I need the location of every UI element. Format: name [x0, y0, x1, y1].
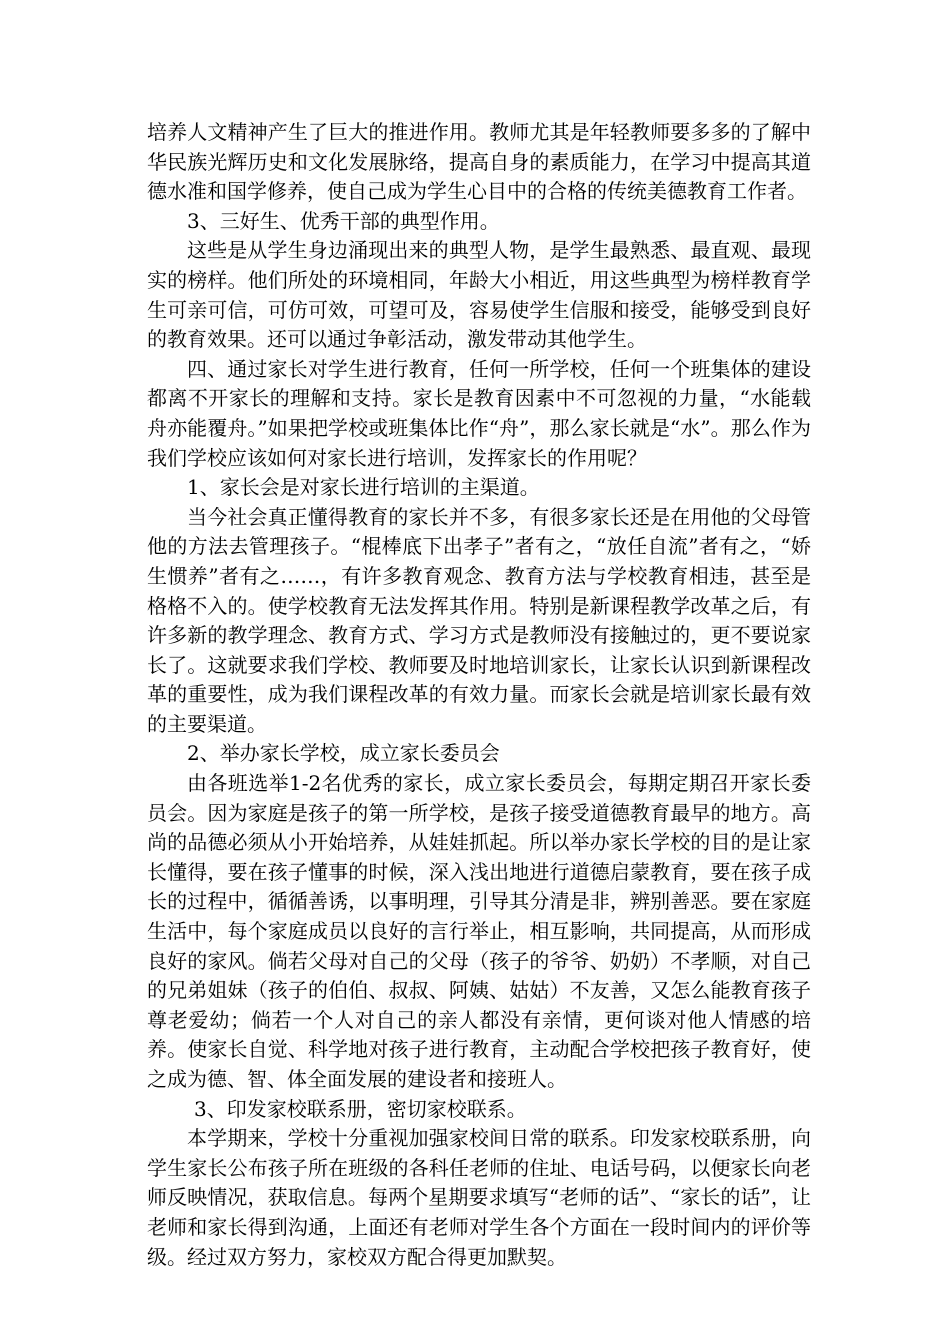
heading-contact-book: 3、印发家校联系册，密切家校联系。	[194, 1096, 527, 1121]
heading-parent-meeting: 1、家长会是对家长进行培训的主渠道。	[187, 475, 540, 500]
section-four-parents: 四、通过家长对学生进行教育，任何一所学校，任何一个班集体的建设都离不开家长的理解和支持。家长是教育因素中不可忽视的力量，“水能载舟亦能覆舟。”如果把学校或班集体比作“舟”，那么家长就是“水”。那么作为我们学校应该如何对家长进行培训，发挥家长的作用呢？	[147, 356, 811, 470]
heading-parent-school: 2、举办家长学校，成立家长委员会	[187, 741, 500, 766]
paragraph-parent-school: 由各班选举1-2名优秀的家长，成立家长委员会，每期定期召开家长委员会。因为家庭是孩子的第一所学校，是孩子接受道德教育最早的地方。高尚的品德必须从小开始培养，从娃娃抓起。所以举办家长学校的目的是让家长懂得，要在孩子懂事的时候，深入浅出地进行道德启蒙教育，要在孩子成长的过程中，循循善诱，以事明理，引导其分清是非，辨别善恶。要在家庭生活中，每个家庭成员以良好的言行举止，相互影响，共同提高，从而形成良好的家风。倘若父母对自己的父母（孩子的爷爷、奶奶）不孝顺，对自己的兄弟姐妹（孩子的伯伯、叔叔、阿姨、姑姑）不友善，又怎么能教育孩子尊老爱幼；倘若一个人对自己的亲人都没有亲情，更何谈对他人情感的培养。使家长自觉、科学地对孩子进行教育，主动配合学校把孩子教育好，使之成为德、智、体全面发展的建设者和接班人。	[147, 771, 811, 1091]
paragraph-parent-meeting: 当今社会真正懂得教育的家长并不多，有很多家长还是在用他的父母管他的方法去管理孩子。“棍棒底下出孝子”者有之，“放任自流”者有之，“娇生惯养”者有之……，有许多教育观念、教育方法与学校教育相违，甚至是格格不入的。使学校教育无法发挥其作用。特别是新课程教学改革之后，有许多新的教学理念、教育方式、学习方式是教师没有接触过的，更不要说家长了。这就要求我们学校、教师要及时地培训家长，让家长认识到新课程改革的重要性，成为我们课程改革的有效力量。而家长会就是培训家长最有效的主要渠道。	[147, 504, 811, 736]
paragraph-contact-book: 本学期来，学校十分重视加强家校间日常的联系。印发家校联系册，向学生家长公布孩子所在班级的各科任老师的住址、电话号码，以便家长向老师反映情况，获取信息。每两个星期要求填写“老师的话”、“家长的话”，让老师和家长得到沟通，上面还有老师对学生各个方面在一段时间内的评价等级。经过双方努力，家校双方配合得更加默契。	[147, 1126, 811, 1269]
document-body	[147, 118, 811, 1272]
paragraph-model-students: 这些是从学生身边涌现出来的典型人物，是学生最熟悉、最直观、最现实的榜样。他们所处的环境相同，年龄大小相近，用这些典型为榜样教育学生可亲可信，可仿可效，可望可及，容易使学生信服和接受，能够受到良好的教育效果。还可以通过争彰活动，激发带动其他学生。	[147, 238, 811, 352]
paragraph-continuation: 培养人文精神产生了巨大的推进作用。教师尤其是年轻教师要多多的了解中华民族光辉历史和文化发展脉络，提高自身的素质能力，在学习中提高其道德水准和国学修养，使自己成为学生心目中的合格的传统美德教育工作者。	[147, 120, 811, 204]
heading-model-students: 3、三好生、优秀干部的典型作用。	[187, 208, 500, 233]
